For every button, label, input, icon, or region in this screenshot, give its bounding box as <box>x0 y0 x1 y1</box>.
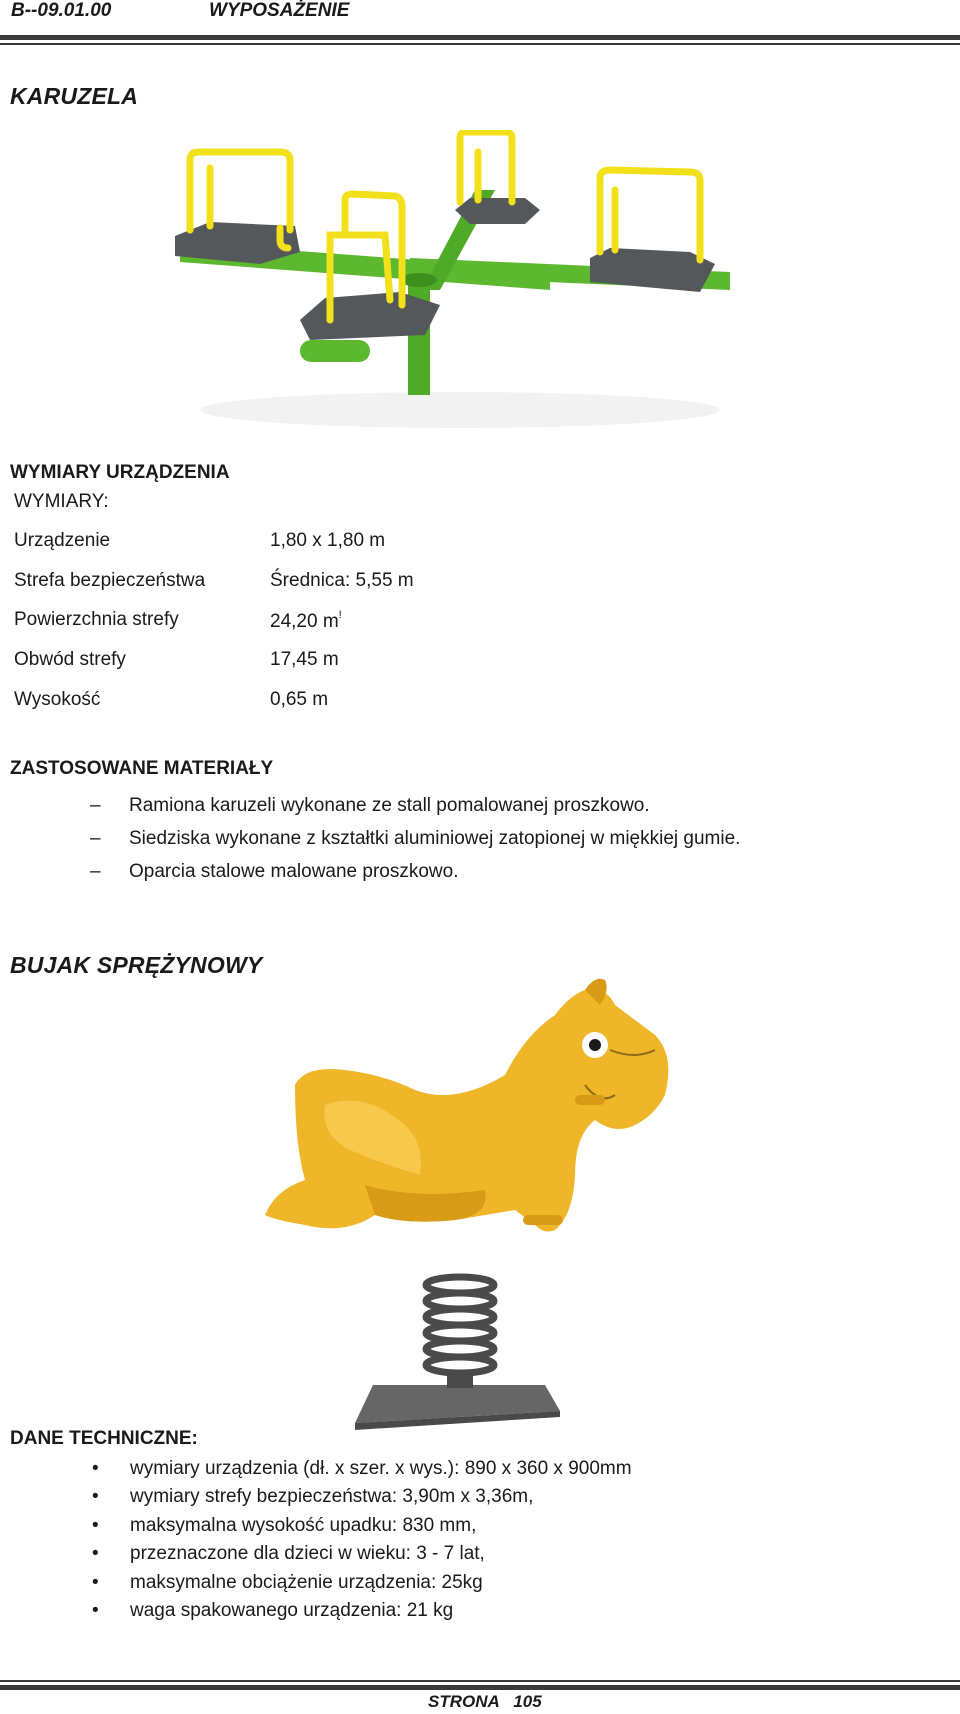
material-text: Siedziska wykonane z kształtki aluminiowej zatopionej w miękkiej gumie. <box>129 828 741 849</box>
rocker-heading: BUJAK SPRĘŻYNOWY <box>10 952 263 978</box>
dash-marker: – <box>90 828 101 849</box>
dimension-label: Urządzenie <box>14 530 111 551</box>
bullet-marker: • <box>92 1600 99 1621</box>
dimension-label: Powierzchnia strefy <box>14 609 179 630</box>
dimension-label: Obwód strefy <box>14 649 126 670</box>
footer-rule-thin <box>0 1680 960 1682</box>
document-code: B--09.01.00 <box>11 0 112 21</box>
header-rule-thick <box>0 35 960 40</box>
tech-heading: DANE TECHNICZNE: <box>10 1428 198 1449</box>
dash-marker: – <box>90 861 101 882</box>
page-number: STRONA 105 <box>428 1692 542 1711</box>
carousel-illustration <box>170 130 790 430</box>
superscript-mark: ! <box>338 609 342 621</box>
dimensions-heading: WYMIARY URZĄDZENIA <box>10 462 230 483</box>
dimension-label: Wysokość <box>14 689 101 710</box>
spring-rocker-illustration <box>255 975 715 1435</box>
dimension-row <box>14 570 614 596</box>
carousel-heading: KARUZELA <box>10 83 139 109</box>
dimension-value: 1,80 x 1,80 m <box>270 530 386 551</box>
spec-text: maksymalna wysokość upadku: 830 mm, <box>130 1515 477 1536</box>
dimension-row <box>14 609 614 635</box>
spec-text: wymiary strefy bezpieczeństwa: 3,90m x 3,36m, <box>130 1486 534 1507</box>
bullet-marker: • <box>92 1543 99 1564</box>
dimension-value: 24,20 m! <box>270 609 342 632</box>
dimension-value: Średnica: 5,55 m <box>270 570 414 591</box>
spec-text: wymiary urządzenia (dł. x szer. x wys.): 890 x 360 x 900mm <box>130 1458 632 1479</box>
dimension-row <box>14 649 614 675</box>
header-rule-thin <box>0 43 960 45</box>
bullet-marker: • <box>92 1458 99 1479</box>
materials-heading: ZASTOSOWANE MATERIAŁY <box>10 758 274 779</box>
material-text: Ramiona karuzeli wykonane ze stall pomalowanej proszkowo. <box>129 795 650 816</box>
bullet-marker: • <box>92 1515 99 1536</box>
dimension-row <box>14 530 614 556</box>
dimensions-subheading: WYMIARY: <box>14 491 109 512</box>
footer-rule-thick <box>0 1685 960 1690</box>
spec-text: waga spakowanego urządzenia: 21 kg <box>130 1600 454 1621</box>
bullet-marker: • <box>92 1486 99 1507</box>
section-title: WYPOSAŻENIE <box>209 0 350 21</box>
dimension-row <box>14 689 614 715</box>
dimension-label: Strefa bezpieczeństwa <box>14 570 206 591</box>
dimension-value: 0,65 m <box>270 689 329 710</box>
dash-marker: – <box>90 795 101 816</box>
dimension-value: 17,45 m <box>270 649 339 670</box>
material-text: Oparcia stalowe malowane proszkowo. <box>129 861 459 882</box>
page-header <box>0 0 960 48</box>
bullet-marker: • <box>92 1572 99 1593</box>
spec-text: maksymalne obciążenie urządzenia: 25kg <box>130 1572 483 1593</box>
spec-text: przeznaczone dla dzieci w wieku: 3 - 7 lat, <box>130 1543 485 1564</box>
